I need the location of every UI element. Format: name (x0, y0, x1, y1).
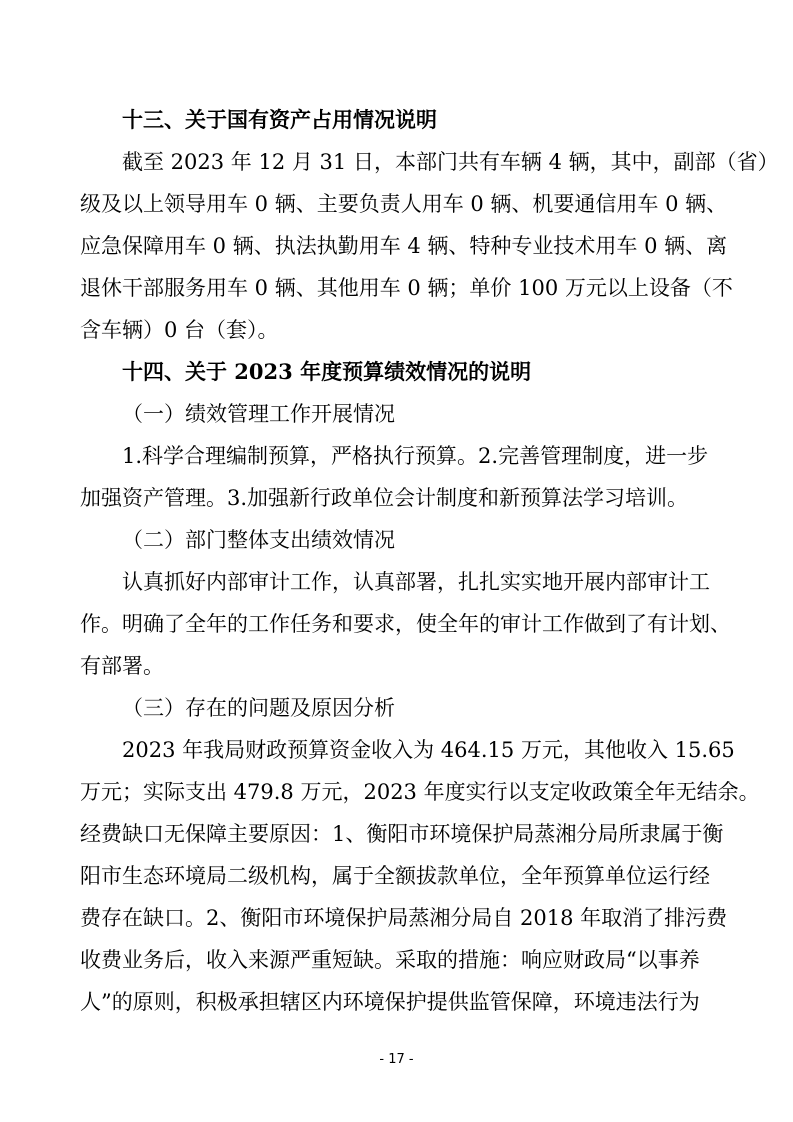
paragraph-line: 认真抓好内部审计工作，认真部署，扎扎实实地开展内部审计工 (122, 570, 710, 594)
paragraph-line: 退休干部服务用车 0 辆、其他用车 0 辆；单价 100 万元以上设备（不 (80, 276, 733, 300)
subheading-3: （三）存在的问题及原因分析 (122, 696, 395, 720)
section-heading-14: 十四、关于 2023 年度预算绩效情况的说明 (122, 359, 532, 384)
paragraph-line: 1.科学合理编制预算，严格执行预算。2.完善管理制度，进一步 (122, 444, 709, 468)
page-number: - 17 - (379, 1052, 414, 1067)
paragraph-line: 阳市生态环境局二级机构，属于全额拔款单位，全年预算单位运行经 (80, 864, 710, 888)
subheading-2: （二）部门整体支出绩效情况 (122, 528, 395, 552)
paragraph-line: 收费业务后，收入来源严重短缺。采取的措施：响应财政局“以事养 (80, 948, 700, 972)
paragraph-line: 有部署。 (80, 654, 164, 678)
paragraph-line: 作。明确了全年的工作任务和要求，使全年的审计工作做到了有计划、 (80, 612, 731, 636)
paragraph-line: 人”的原则，积极承担辖区内环境保护提供监管保障，环境违法行为 (80, 990, 700, 1014)
paragraph-line: 2023 年我局财政预算资金收入为 464.15 万元，其他收入 15.65 (122, 738, 735, 762)
paragraph-line: 级及以上领导用车 0 辆、主要负责人用车 0 辆、机要通信用车 0 辆、 (80, 192, 728, 216)
paragraph-line: 含车辆）0 台（套）。 (80, 318, 279, 342)
paragraph-line: 加强资产管理。3.加强新行政单位会计制度和新预算法学习培训。 (80, 486, 689, 510)
paragraph-line: 经费缺口无保障主要原因：1、衡阳市环境保护局蒸湘分局所隶属于衡 (80, 822, 724, 846)
paragraph-line: 应急保障用车 0 辆、执法执勤用车 4 辆、特种专业技术用车 0 辆、离 (80, 234, 728, 258)
paragraph-line: 万元；实际支出 479.8 万元，2023 年度实行以支定收政策全年无结余。 (80, 780, 760, 804)
subheading-1: （一）绩效管理工作开展情况 (122, 402, 395, 426)
paragraph-line: 费存在缺口。2、衡阳市环境保护局蒸湘分局自 2018 年取消了排污费 (80, 906, 728, 930)
paragraph-line: 截至 2023 年 12 月 31 日，本部门共有车辆 4 辆，其中，副部（省） (122, 150, 779, 174)
section-heading-13: 十三、关于国有资产占用情况说明 (122, 107, 437, 132)
